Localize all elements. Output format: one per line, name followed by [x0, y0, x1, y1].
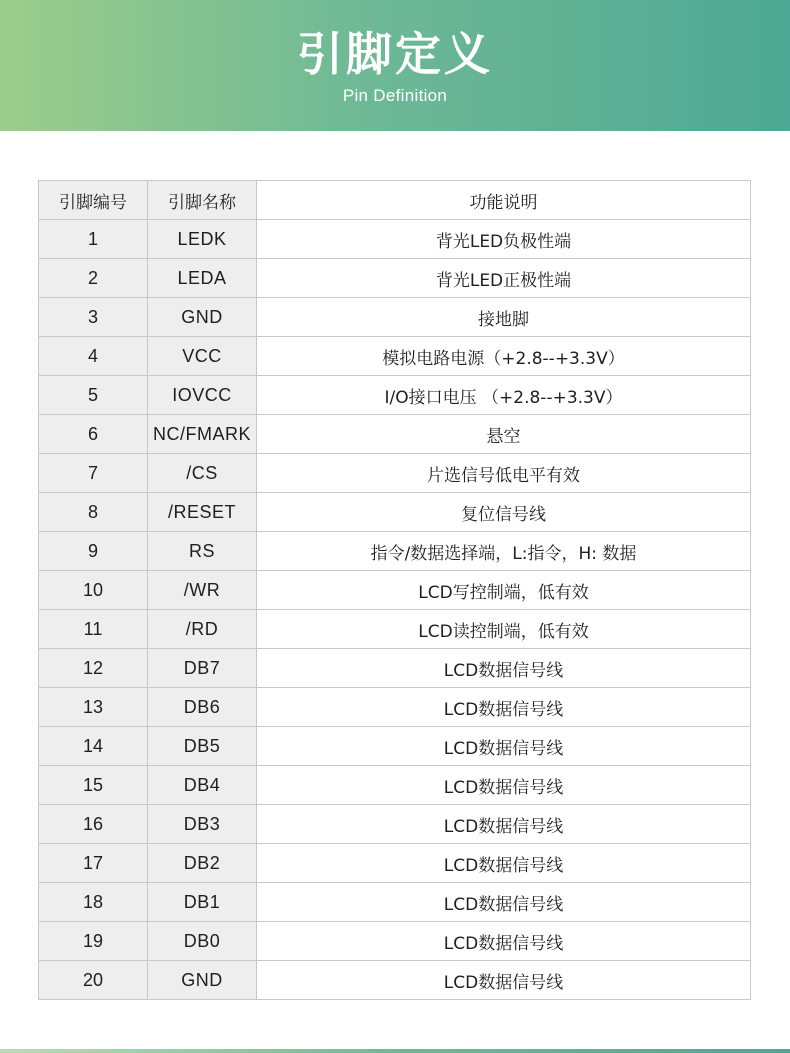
pin-function-cell: LCD数据信号线 [257, 805, 751, 844]
pin-number-cell: 11 [39, 610, 148, 649]
pin-number-cell: 4 [39, 337, 148, 376]
table-row [39, 883, 751, 922]
pin-name-cell: /CS [148, 454, 257, 493]
table-row [39, 298, 751, 337]
table-row [39, 376, 751, 415]
table-row [39, 688, 751, 727]
pin-function-cell: LCD读控制端，低有效 [257, 610, 751, 649]
column-header-pin-name: 引脚名称 [148, 181, 257, 220]
pin-function-cell: LCD数据信号线 [257, 727, 751, 766]
pin-name-cell: DB7 [148, 649, 257, 688]
header-banner [0, 0, 790, 131]
page-subtitle: Pin Definition [342, 86, 448, 105]
pin-function-cell: LCD数据信号线 [257, 649, 751, 688]
pin-number-cell: 2 [39, 259, 148, 298]
table-row [39, 454, 751, 493]
pin-name-cell: /WR [148, 571, 257, 610]
footer-bar [0, 1049, 790, 1053]
pin-function-cell: 复位信号线 [257, 493, 751, 532]
table-row [39, 493, 751, 532]
table-row [39, 805, 751, 844]
pin-name-cell: VCC [148, 337, 257, 376]
pin-function-cell: 片选信号低电平有效 [257, 454, 751, 493]
table-row [39, 844, 751, 883]
table-row [39, 727, 751, 766]
pin-function-cell: 接地脚 [257, 298, 751, 337]
table-row [39, 220, 751, 259]
column-header-function: 功能说明 [257, 181, 751, 220]
table-row [39, 649, 751, 688]
pin-name-cell: NC/FMARK [148, 415, 257, 454]
table-row [39, 415, 751, 454]
pin-function-cell: LCD数据信号线 [257, 961, 751, 1000]
pin-name-cell: LEDK [148, 220, 257, 259]
table-header-row [39, 181, 751, 220]
pin-number-cell: 17 [39, 844, 148, 883]
pin-function-cell: LCD写控制端，低有效 [257, 571, 751, 610]
pin-function-cell: I/O接口电压 （+2.8--+3.3V） [257, 376, 751, 415]
pin-function-cell: LCD数据信号线 [257, 766, 751, 805]
pin-name-cell: DB0 [148, 922, 257, 961]
pin-number-cell: 9 [39, 532, 148, 571]
column-header-pin-number: 引脚编号 [39, 181, 148, 220]
pin-number-cell: 12 [39, 649, 148, 688]
pin-function-cell: 悬空 [257, 415, 751, 454]
pin-function-cell: LCD数据信号线 [257, 922, 751, 961]
pin-name-cell: GND [148, 961, 257, 1000]
pin-name-cell: DB3 [148, 805, 257, 844]
pin-number-cell: 7 [39, 454, 148, 493]
pin-function-cell: LCD数据信号线 [257, 883, 751, 922]
table-row [39, 766, 751, 805]
pin-number-cell: 19 [39, 922, 148, 961]
table-row [39, 961, 751, 1000]
pin-function-cell: 背光LED负极性端 [257, 220, 751, 259]
pin-number-cell: 15 [39, 766, 148, 805]
table-row [39, 337, 751, 376]
pin-name-cell: DB6 [148, 688, 257, 727]
pin-function-cell: LCD数据信号线 [257, 688, 751, 727]
pin-name-cell: RS [148, 532, 257, 571]
pin-number-cell: 13 [39, 688, 148, 727]
pin-number-cell: 16 [39, 805, 148, 844]
pin-name-cell: DB5 [148, 727, 257, 766]
pin-function-cell: 背光LED正极性端 [257, 259, 751, 298]
pin-number-cell: 20 [39, 961, 148, 1000]
pin-number-cell: 18 [39, 883, 148, 922]
pin-number-cell: 6 [39, 415, 148, 454]
pin-name-cell: DB1 [148, 883, 257, 922]
table-row [39, 259, 751, 298]
pin-number-cell: 5 [39, 376, 148, 415]
pin-function-cell: 模拟电路电源（+2.8--+3.3V） [257, 337, 751, 376]
pin-number-cell: 3 [39, 298, 148, 337]
pin-function-cell: LCD数据信号线 [257, 844, 751, 883]
table-row [39, 922, 751, 961]
table-row [39, 571, 751, 610]
pin-number-cell: 8 [39, 493, 148, 532]
pin-name-cell: DB4 [148, 766, 257, 805]
pin-number-cell: 1 [39, 220, 148, 259]
pin-name-cell: /RESET [148, 493, 257, 532]
page-title: 引脚定义 [297, 27, 493, 81]
pin-number-cell: 10 [39, 571, 148, 610]
pin-number-cell: 14 [39, 727, 148, 766]
pin-definition-table [38, 180, 751, 1000]
pin-function-cell: 指令/数据选择端，L:指令，H: 数据 [257, 532, 751, 571]
table-row [39, 532, 751, 571]
pin-name-cell: GND [148, 298, 257, 337]
pin-name-cell: /RD [148, 610, 257, 649]
table-row [39, 610, 751, 649]
pin-name-cell: LEDA [148, 259, 257, 298]
pin-name-cell: DB2 [148, 844, 257, 883]
pin-name-cell: IOVCC [148, 376, 257, 415]
